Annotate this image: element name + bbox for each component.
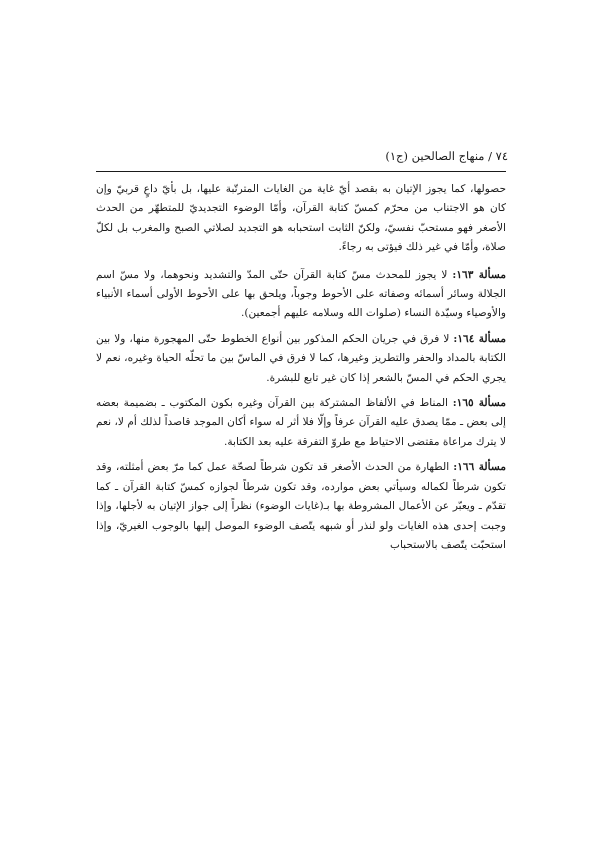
masala-label: مسألة ١٦٦: <box>453 461 506 474</box>
masala-label: مسألة ١٦٤: <box>453 332 507 345</box>
paragraph-text: حصولها، كما يجوز الإتيان به بقصد أيّ غاية من الغايات المترتّبة عليها، بل بأيّ داعٍ قربيّ وإن كان هو الاجتناب من محرّم كمسّ كتابة القرآن، وأمّا الوضوء التجديديّ للمتطهّر من الحدث الأصغر فهو مستحبّ نفسيّ، ولكنّ الثابت استحبابه هو التجديد لصلاتي الصبح والمغرب بل لكلّ صلاة، وأمّا في غير ذلك فيؤتى به رجاءً. <box>96 183 506 254</box>
masala-166 <box>96 458 506 555</box>
paragraph-text: المناط في الألفاظ المشتركة بين القرآن وغيره بكون المكتوب ـ بضميمة بعضه إلى بعض ـ ممّا يصدق عليه القرآن عرفاً وإلّا فلا أثر له سواء أكان الموجد قاصداً لذلك أم لا، نعم لا يترك مراعاة مقتضى الاحتياط مع طروّ التفرقة عليه بعد الكتابة. <box>96 397 506 448</box>
paragraph-text: الطهارة من الحدث الأصغر قد تكون شرطاً لصحّة عمل كما مرّ بعض أمثلته، وقد تكون شرطاً لكماله وسيأتي بعض موارده، وقد تكون شرطاً لجوازه كمسّ كتابة القرآن ـ كما تقدّم ـ ويعبّر عن الأعمال المشروطة بها بـ(غايات الوضوء) نظراً إلى جواز الإتيان به لأجلها، وإذا وجبت إحدى هذه الغايات ولو لنذر أو شبهه يتّصف الوضوء الموصل إليها بالوجوب الغيريّ، وإذا استحبّت يتّصف بالاستحباب <box>96 461 506 551</box>
body-text <box>96 180 506 561</box>
masala-label: مسألة ١٦٣: <box>452 268 506 281</box>
paragraph-continuation <box>96 180 506 258</box>
paragraph-text: لا فرق في جريان الحكم المذكور بين أنواع الخطوط حتّى المهجورة منها، ولا بين الكتابة بالمداد والحفر والتطريز وغيرها، كما لا فرق في الماسّ بين ما تحلّه الحياة وغيره، نعم لا يجري الحكم في المسّ بالشعر إذا كان غير تابع للبشرة. <box>96 332 506 384</box>
running-header-title: ٧٤ / منهاج الصالحين (ج١) <box>385 149 508 163</box>
masala-163 <box>96 266 506 324</box>
masala-label: مسألة ١٦٥: <box>452 397 506 410</box>
masala-164 <box>96 330 506 388</box>
paragraph-text: لا يجوز للمحدث مسّ كتابة القرآن حتّى المدّ والتشديد ونحوهما، ولا مسّ اسم الجلالة وسائر أسمائه وصفاته على الأحوط وجوباً، ويلحق بها على الأحوط الأولى أسماء الأنبياء والأوصياء وسيّدة النساء (صلوات الله وسلامه عليهم أجمعين). <box>96 268 506 320</box>
header-divider <box>96 171 506 172</box>
masala-165 <box>96 394 506 452</box>
running-header <box>94 147 508 165</box>
